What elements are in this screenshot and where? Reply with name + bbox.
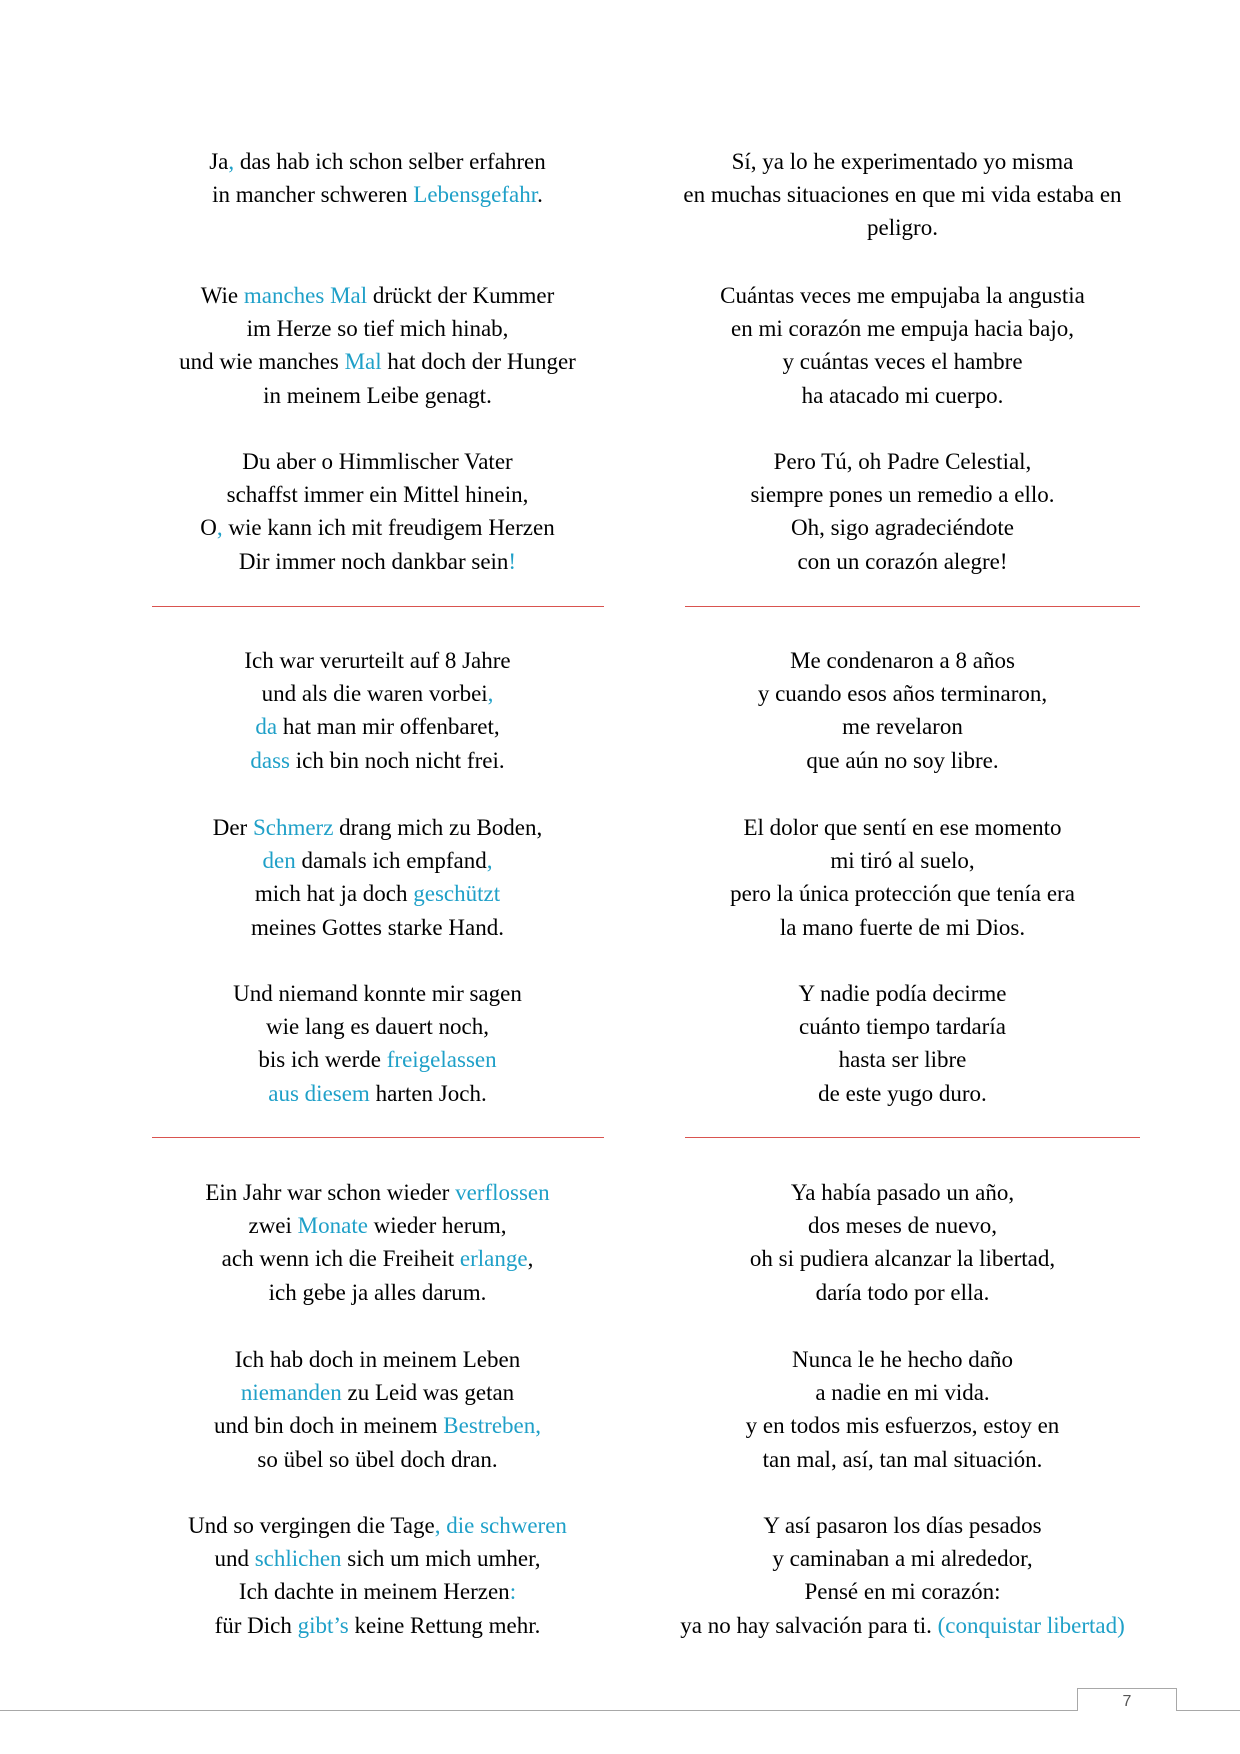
stanza	[150, 279, 605, 412]
verse-line	[650, 977, 1155, 1010]
verse-line	[150, 1409, 605, 1442]
verse-text: ya no hay salvación para ti.	[680, 1612, 938, 1638]
verse-text: ach wenn ich die Freiheit	[221, 1246, 460, 1272]
verse-text: en muchas situaciones en que mi vida estaba en peligro.	[683, 182, 1122, 241]
highlighted-text: geschützt	[413, 881, 501, 907]
verse-text: Ein Jahr war schon wieder	[205, 1180, 456, 1205]
verse-text: und wie manches	[179, 349, 345, 375]
stanza	[650, 145, 1155, 245]
verse-text: Pensé en mi corazón:	[804, 1579, 1001, 1605]
verse-line	[150, 145, 605, 178]
highlighted-text: ,	[228, 149, 235, 174]
verse-text: en mi corazón me empuja hacia bajo,	[731, 316, 1074, 342]
verse-line	[650, 1575, 1155, 1608]
verse-line	[150, 379, 605, 412]
verse-text: im Herze so tief mich hinab,	[246, 316, 509, 342]
verse-line	[650, 511, 1155, 544]
verse-line	[650, 1010, 1155, 1043]
verse-text: y en todos mis esfuerzos, estoy en	[745, 1413, 1060, 1439]
verse-text: keine Rettung mehr.	[348, 1612, 541, 1638]
verse-line	[150, 1376, 605, 1409]
verse-text: Ich dachte in meinem Herzen	[238, 1579, 510, 1605]
separator-de-1	[152, 606, 604, 607]
verse-text: bis ich werde	[258, 1047, 387, 1073]
verse-text: ,	[527, 1246, 534, 1272]
footer-rule	[0, 1710, 1240, 1711]
verse-text: dos meses de nuevo,	[807, 1213, 998, 1239]
verse-line	[650, 1343, 1155, 1376]
highlighted-text: ,	[486, 848, 493, 874]
verse-line	[650, 1376, 1155, 1409]
verse-text: Und niemand konnte mir sagen	[233, 981, 522, 1006]
verse-text: y caminaban a mi alrededor,	[772, 1546, 1033, 1572]
verse-line	[650, 279, 1155, 312]
verse-text: pero la única protección que tenía era	[730, 881, 1075, 907]
verse-line	[150, 644, 605, 677]
stanza	[650, 644, 1155, 777]
stanza	[150, 977, 605, 1110]
verse-text: me revelaron	[842, 714, 963, 740]
verse-text: y cuando esos años terminaron,	[757, 681, 1048, 707]
verse-text: hat man mir offenbaret,	[277, 714, 500, 740]
verse-line	[150, 844, 605, 877]
highlighted-text: Monate	[297, 1213, 368, 1239]
separator-es-1	[685, 606, 1140, 607]
verse-line	[150, 911, 605, 944]
verse-line	[650, 710, 1155, 743]
verse-text: schaffst immer ein Mittel hinein,	[226, 482, 529, 508]
highlighted-text: ,	[216, 515, 223, 541]
verse-text: Wie	[200, 283, 244, 308]
verse-line	[650, 877, 1155, 910]
verse-text: Und so vergingen die Tage	[188, 1513, 435, 1538]
highlighted-text: Bestreben,	[443, 1413, 542, 1439]
verse-line	[650, 911, 1155, 944]
stanza	[650, 1343, 1155, 1476]
verse-line	[650, 312, 1155, 345]
verse-text: zwei	[248, 1213, 298, 1239]
verse-line	[650, 1509, 1155, 1542]
verse-text: Cuántas veces me empujaba la angustia	[720, 283, 1085, 308]
verse-line	[650, 445, 1155, 478]
highlighted-text: dass	[250, 747, 290, 773]
verse-text: Y nadie podía decirme	[798, 981, 1007, 1006]
verse-text: y cuántas veces el hambre	[782, 349, 1023, 375]
stanza	[650, 279, 1155, 412]
verse-text: in meinem Leibe genagt.	[263, 382, 492, 408]
stanza	[650, 977, 1155, 1110]
verse-text: Ich war verurteilt auf 8 Jahre	[244, 648, 511, 673]
verse-line	[150, 312, 605, 345]
verse-text: la mano fuerte de mi Dios.	[779, 914, 1026, 940]
verse-text: de este yugo duro.	[818, 1080, 987, 1106]
stanza	[650, 811, 1155, 944]
highlighted-text: !	[508, 548, 517, 574]
verse-line	[150, 877, 605, 910]
stanza	[150, 1343, 605, 1476]
verse-line	[650, 1276, 1155, 1309]
stanza	[150, 1509, 605, 1642]
verse-text: tan mal, así, tan mal situación.	[762, 1446, 1043, 1472]
highlighted-text: manches Mal	[243, 283, 368, 308]
verse-line	[150, 279, 605, 312]
verse-text: mi tiró al suelo,	[830, 848, 975, 874]
verse-text: und	[214, 1546, 255, 1572]
verse-line	[650, 644, 1155, 677]
verse-text: hat doch der Hunger	[381, 349, 576, 375]
verse-line	[150, 1043, 605, 1076]
verse-line	[650, 1409, 1155, 1442]
verse-text: Sí, ya lo he experimentado yo misma	[731, 149, 1074, 174]
verse-line	[650, 844, 1155, 877]
verse-text: und als die waren vorbei	[261, 681, 488, 707]
highlighted-text: gibt’s	[297, 1612, 349, 1638]
verse-line	[150, 677, 605, 710]
verse-line	[650, 178, 1155, 244]
verse-text: oh si pudiera alcanzar la libertad,	[749, 1246, 1056, 1272]
verse-text: Der	[212, 815, 253, 840]
verse-text: Ich hab doch in meinem Leben	[234, 1347, 521, 1372]
stanza	[150, 145, 605, 211]
verse-line	[150, 1542, 605, 1575]
stanza	[150, 811, 605, 944]
verse-text: in mancher schweren	[212, 182, 414, 208]
highlighted-text: niemanden	[240, 1380, 342, 1406]
verse-line	[650, 1176, 1155, 1209]
verse-line	[650, 478, 1155, 511]
verse-text: siempre pones un remedio a ello.	[750, 482, 1055, 508]
verse-line	[650, 145, 1155, 178]
verse-line	[650, 811, 1155, 844]
stanza	[150, 1176, 605, 1309]
verse-line	[650, 379, 1155, 412]
verse-line	[650, 1077, 1155, 1110]
verse-text: meines Gottes starke Hand.	[251, 914, 504, 940]
verse-text: Nunca le he hecho daño	[792, 1347, 1013, 1372]
verse-text: ich bin noch nicht frei.	[290, 747, 505, 773]
verse-text: cuánto tiempo tardaría	[799, 1014, 1006, 1040]
highlighted-text: schlichen	[254, 1546, 342, 1572]
highlighted-text: ,	[487, 681, 494, 707]
verse-text: con un corazón alegre!	[797, 548, 1008, 574]
verse-line	[650, 1242, 1155, 1275]
verse-text: harten Joch.	[369, 1080, 487, 1106]
verse-text: Me condenaron a 8 años	[790, 648, 1015, 673]
highlighted-text: aus diesem	[268, 1080, 370, 1106]
stanza	[150, 644, 605, 777]
stanza	[650, 445, 1155, 578]
verse-line	[150, 710, 605, 743]
verse-text: drückt der Kummer	[367, 283, 555, 308]
verse-line	[150, 1077, 605, 1110]
verse-line	[650, 345, 1155, 378]
verse-text: a nadie en mi vida.	[815, 1380, 990, 1406]
verse-text: Dir immer noch dankbar sein	[238, 548, 509, 574]
verse-line	[150, 744, 605, 777]
highlighted-text: (conquistar libertad)	[937, 1612, 1125, 1638]
highlighted-text: erlange	[459, 1246, 528, 1272]
verse-line	[150, 545, 605, 578]
separator-de-2	[152, 1137, 604, 1138]
verse-line	[150, 1242, 605, 1275]
verse-text: für Dich	[214, 1612, 298, 1638]
verse-text: zu Leid was getan	[341, 1380, 515, 1406]
highlighted-text: verflossen	[455, 1180, 550, 1205]
verse-text: Pero Tú, oh Padre Celestial,	[773, 449, 1032, 474]
verse-line	[650, 677, 1155, 710]
verse-text: daría todo por ella.	[815, 1279, 990, 1305]
verse-line	[150, 1443, 605, 1476]
verse-line	[150, 1176, 605, 1209]
verse-line	[150, 811, 605, 844]
verse-text: so übel so übel doch dran.	[257, 1446, 498, 1472]
separator-es-2	[685, 1137, 1140, 1138]
verse-text: ha atacado mi cuerpo.	[801, 382, 1004, 408]
verse-text: Y así pasaron los días pesados	[763, 1513, 1042, 1538]
verse-text: O	[200, 515, 217, 541]
verse-text: .	[537, 182, 543, 208]
verse-text: drang mich zu Boden,	[333, 815, 543, 840]
verse-line	[650, 1609, 1155, 1642]
highlighted-text: , die schweren	[434, 1513, 567, 1538]
highlighted-text: den	[262, 848, 296, 874]
highlighted-text: da	[255, 714, 278, 740]
highlighted-text: Schmerz	[252, 815, 334, 840]
verse-text: hasta ser libre	[838, 1047, 967, 1073]
verse-line	[650, 1542, 1155, 1575]
verse-text: wieder herum,	[367, 1213, 507, 1239]
verse-line	[150, 977, 605, 1010]
highlighted-text: Lebensgefahr	[413, 182, 538, 208]
verse-line	[150, 1509, 605, 1542]
verse-line	[150, 1209, 605, 1242]
highlighted-text: Mal	[344, 349, 382, 375]
verse-text: Du aber o Himmlischer Vater	[242, 449, 513, 474]
verse-line	[150, 1343, 605, 1376]
stanza	[150, 445, 605, 578]
verse-line	[150, 1609, 605, 1642]
verse-text: ich gebe ja alles darum.	[268, 1279, 487, 1305]
verse-line	[150, 1276, 605, 1309]
highlighted-text: :	[509, 1579, 517, 1605]
verse-line	[650, 1443, 1155, 1476]
verse-text: wie lang es dauert noch,	[266, 1014, 489, 1040]
verse-line	[150, 345, 605, 378]
verse-line	[150, 178, 605, 211]
verse-text: Oh, sigo agradeciéndote	[791, 515, 1014, 541]
verse-line	[150, 1010, 605, 1043]
verse-line	[150, 511, 605, 544]
verse-text: El dolor que sentí en ese momento	[743, 815, 1062, 840]
verse-text: das hab ich schon selber erfahren	[234, 149, 546, 174]
verse-line	[650, 545, 1155, 578]
verse-text: Ya había pasado un año,	[790, 1180, 1015, 1205]
verse-line	[150, 478, 605, 511]
verse-line	[650, 1043, 1155, 1076]
verse-line	[150, 1575, 605, 1608]
verse-text: Ja	[209, 149, 229, 174]
verse-line	[150, 445, 605, 478]
page-number: 7	[1077, 1688, 1177, 1711]
verse-text: mich hat ja doch	[254, 881, 414, 907]
verse-text: que aún no soy libre.	[806, 747, 999, 773]
stanza	[650, 1509, 1155, 1642]
stanza	[650, 1176, 1155, 1309]
highlighted-text: freigelassen	[386, 1047, 497, 1073]
verse-text: damals ich empfand	[295, 848, 487, 874]
verse-line	[650, 744, 1155, 777]
verse-text: und bin doch in meinem	[213, 1413, 444, 1439]
verse-text: wie kann ich mit freudigem Herzen	[222, 515, 555, 541]
verse-line	[650, 1209, 1155, 1242]
verse-text: sich um mich umher,	[341, 1546, 541, 1572]
